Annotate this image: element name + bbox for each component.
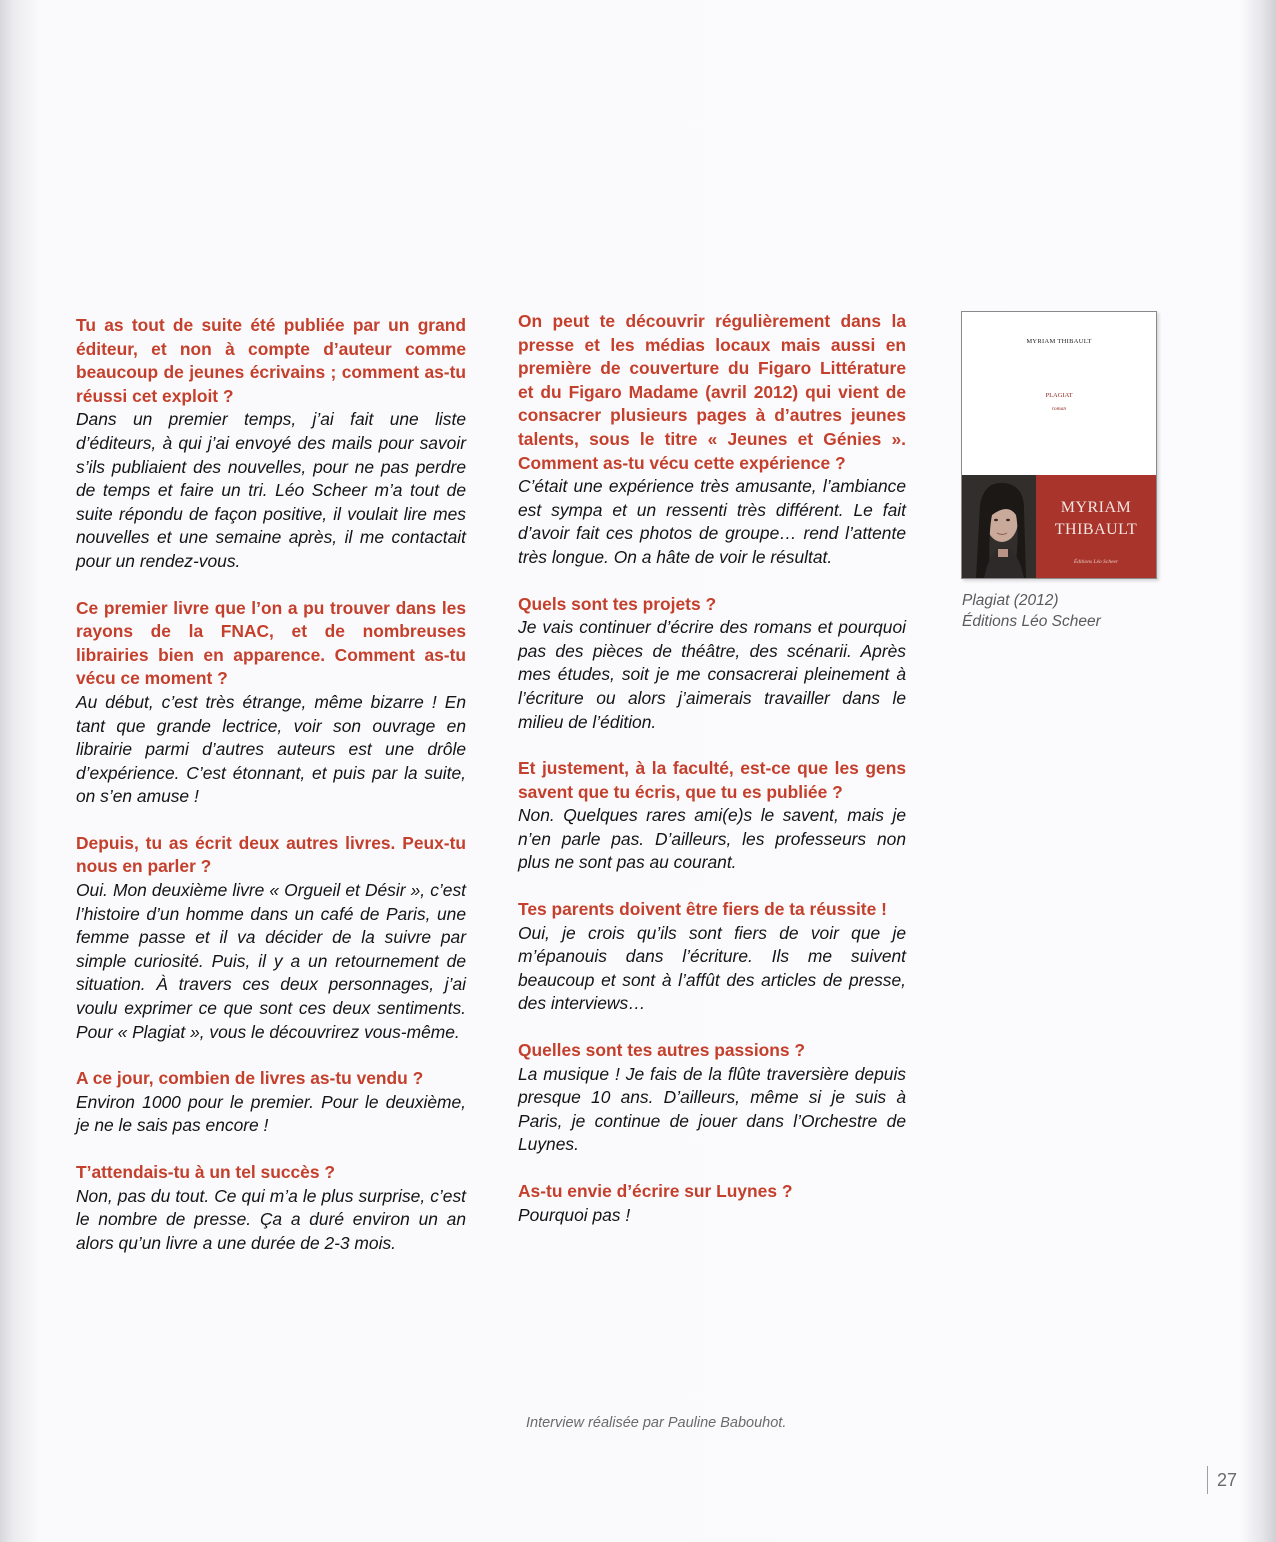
qa-block — [518, 593, 906, 735]
interview-question: Ce premier livre que l’on a pu trouver dans les rayons de la FNAC, et de nombreuses librairies bien en apparence. Comment as-tu vécu ce moment ? — [76, 597, 466, 689]
interview-answer: Non. Quelques rares ami(e)s le savent, mais je n’en parle pas. D’ailleurs, les professeurs non plus ne sont pas au courant. — [518, 805, 906, 873]
interview-question: Tu as tout de suite été publiée par un grand éditeur, et non à compte d’auteur comme beaucoup de jeunes écrivains ; comment as-tu réussi cet exploit ? — [76, 315, 466, 406]
cover-publisher: Éditions Léo Scheer — [1073, 559, 1119, 565]
interview-answer: Environ 1000 pour le premier. Pour le deuxième, je ne le sais pas encore ! — [76, 1091, 466, 1136]
interview-answer: Au début, c’est très étrange, même bizarre ! En tant que grande lectrice, voir son ouvrage en librairie parmi d’autres auteurs est une drôle d’expérience. C’est étonnant, et puis par la suite, on s’en amuse ! — [76, 691, 466, 807]
interview-credit: Interview réalisée par Pauline Babouhot. — [526, 1415, 787, 1431]
cover-author-first: MYRIAM — [1060, 499, 1132, 516]
qa-block — [518, 898, 906, 1016]
interview-answer: Oui, je crois qu’ils sont fiers de voir que je m’épanouis dans l’écriture. Ils me suivent beaucoup et sont à l’affût des articles de presse, des interviews… — [518, 922, 906, 1014]
qa-block — [518, 310, 906, 570]
cover-author-small: MYRIAM THIBAULT — [1026, 338, 1092, 345]
interview-question: As-tu envie d’écrire sur Luynes ? — [518, 1181, 793, 1201]
interview-question: Depuis, tu as écrit deux autres livres. Peux-tu nous en parler ? — [76, 832, 466, 877]
interview-question: T’attendais-tu à un tel succès ? — [76, 1162, 335, 1182]
interview-answer: Dans un premier temps, j’ai fait une liste d’éditeurs, à qui j’ai envoyé des mails pour savoir s’ils publiaient des nouvelles, pour ne pas perdre de temps et faire un tri. Léo Scheer m’a tout de suite répondu de façon positive, il voulait lire mes nouvelles et une semaine après, il me contactait pour un rendez-vous. — [76, 409, 466, 571]
page-number: 27 — [1207, 1466, 1257, 1494]
interview-question: Quels sont tes projets ? — [518, 593, 717, 614]
interview-answer: Pourquoi pas ! — [518, 1204, 631, 1225]
interview-answer: La musique ! Je fais de la flûte traversière depuis presque 10 ans. D’ailleurs, même si je suis à Paris, je continue de jouer dans l’Orchestre de Luynes. — [518, 1063, 906, 1155]
qa-block — [76, 832, 466, 1044]
interview-answer: Je vais continuer d’écrire des romans et pourquoi pas des pièces de théâtre, des scénarii. Après mes études, soit je me consacrerai pleinement à l’écriture ou alors j’aimerais travailler dans le milieu de l’édition. — [518, 617, 906, 732]
author-portrait-photo — [962, 475, 1036, 578]
interview-question: On peut te découvrir régulièrement dans la presse et les médias locaux mais aussi en première de couverture du Figaro Littérature et du Figaro Madame (avril 2012) qui vient de consacrer plusieurs pages à d’autres jeunes talents, sous le titre « Jeunes et Génies ». Comment as-tu vécu cette expérience ? — [518, 311, 906, 473]
cover-title: PLAGIAT — [1045, 392, 1073, 399]
qa-block — [76, 1067, 466, 1138]
cover-author-last: THIBAULT — [1054, 521, 1138, 538]
interview-question: A ce jour, combien de livres as-tu vendu ? — [76, 1068, 424, 1089]
qa-block — [518, 757, 906, 875]
interview-answer: Oui. Mon deuxième livre « Orgueil et Désir », c’est l’histoire d’un homme dans un café de Paris, une femme passe et il va décider de la suivre par simple curiosité. Puis, il y a un retournement de situation. À travers ces deux personnages, j’ai voulu exprimer ce que sont ces deux sentiments. Pour « Plagiat », vous le découvrirez vous-même. — [76, 880, 466, 1042]
interview-answer: Non, pas du tout. Ce qui m’a le plus surprise, c’est le nombre de presse. Ça a duré environ un an alors qu’un livre a une durée de 2-3 mois. — [76, 1185, 466, 1253]
qa-block — [518, 1180, 906, 1227]
cover-band — [962, 475, 1156, 578]
qa-block — [76, 597, 466, 809]
qa-block — [76, 1161, 466, 1255]
cover-author-name — [1036, 497, 1156, 541]
interview-question: Quelles sont tes autres passions ? — [518, 1040, 806, 1061]
interview-answer: C’était une expérience très amusante, l’ambiance est sympa et un ressenti très différent. Le fait d’avoir fait ces photos de groupe… rend l’attente très longue. On a hâte de voir le résultat. — [518, 476, 906, 567]
interview-question: Tes parents doivent être fiers de ta réussite ! — [518, 899, 887, 920]
book-caption — [962, 590, 1182, 632]
middle-column — [518, 310, 906, 1250]
caption-title: Plagiat (2012) — [962, 592, 1059, 609]
cover-genre: roman — [1051, 406, 1067, 412]
book-cover-image — [961, 311, 1157, 579]
caption-publisher: Éditions Léo Scheer — [962, 613, 1101, 630]
interview-question: Et justement, à la faculté, est-ce que les gens savent que tu écris, que tu es publiée ? — [518, 758, 906, 802]
left-column — [76, 314, 466, 1278]
qa-block — [518, 1039, 906, 1157]
qa-block — [76, 314, 466, 574]
